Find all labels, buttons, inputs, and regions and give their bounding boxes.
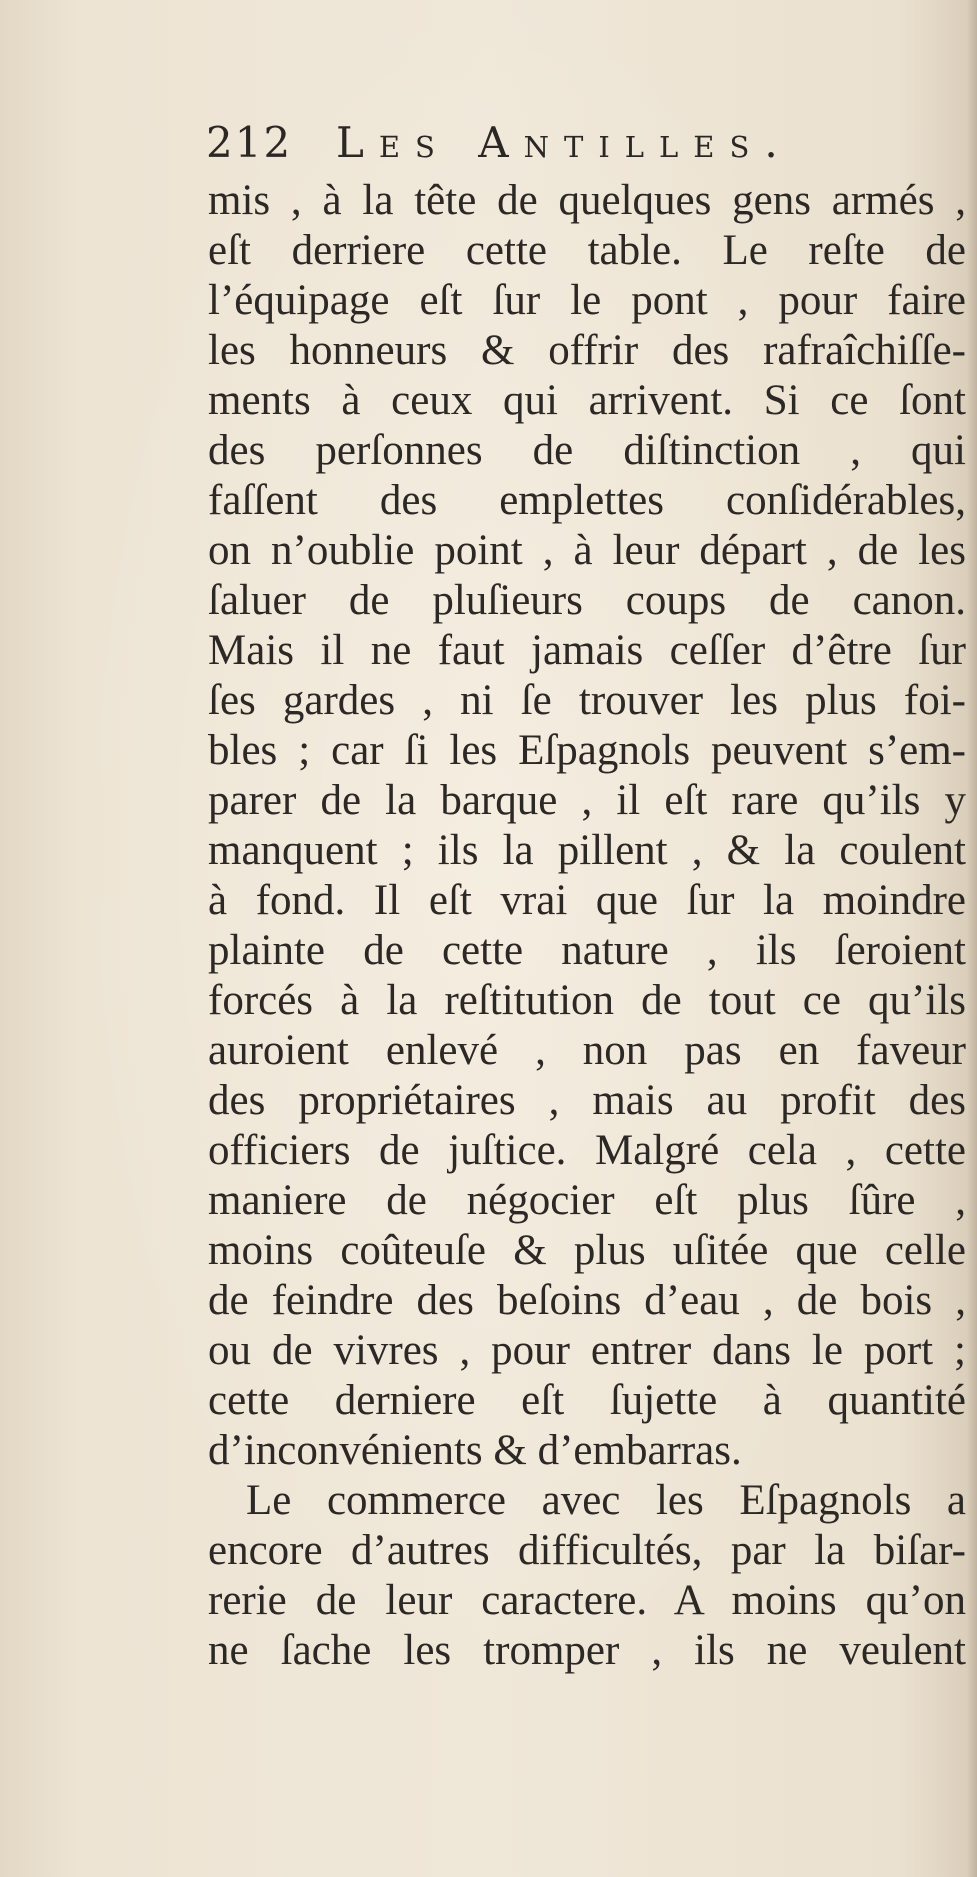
text-line: Le commerce avec les Eſpagnols a	[246, 1477, 966, 1524]
text-line: manquent ; ils la pillent , & la coulent	[208, 827, 966, 874]
text-line: à fond. Il eſt vrai que ſur la moindre	[208, 877, 966, 924]
text-line: les honneurs & offrir des rafraîchiſſe-	[208, 327, 966, 374]
text-line: des perſonnes de diſtinction , qui	[208, 427, 966, 474]
text-line: d’inconvénients & d’embarras.	[208, 1427, 742, 1474]
text-line: cette derniere eſt ſujette à quantité	[208, 1377, 966, 1424]
text-line: ſes gardes , ni ſe trouver les plus foi-	[208, 677, 966, 724]
text-line: ments à ceux qui arrivent. Si ce ſont	[208, 377, 966, 424]
text-line: bles ; car ſi les Eſpagnols peuvent s’em-	[208, 727, 966, 774]
text-line: officiers de juſtice. Malgré cela , cette	[208, 1127, 966, 1174]
page-header	[206, 118, 846, 168]
text-line: eſt derriere cette table. Le reſte de	[208, 227, 966, 274]
text-line: on n’oublie point , à leur départ , de les	[208, 527, 966, 574]
text-line: ne ſache les tromper , ils ne veulent	[208, 1627, 966, 1674]
text-line: maniere de négocier eſt plus ſûre ,	[208, 1177, 966, 1224]
running-head: Les Antilles.	[336, 118, 793, 167]
text-line: ou de vivres , pour entrer dans le port ;	[208, 1327, 966, 1374]
text-line: faſſent des emplettes conſidérables,	[208, 477, 966, 524]
text-line: plainte de cette nature , ils ſeroient	[208, 927, 966, 974]
text-line: forcés à la reſtitution de tout ce qu’ils	[208, 977, 966, 1024]
text-line: auroient enlevé , non pas en faveur	[208, 1027, 966, 1074]
text-line: mis , à la tête de quelques gens armés ,	[208, 177, 966, 224]
page-edge-shadow	[967, 0, 977, 1877]
text-line: l’équipage eſt ſur le pont , pour faire	[208, 277, 966, 324]
text-line: Mais il ne faut jamais ceſſer d’être ſur	[208, 627, 966, 674]
text-line: parer de la barque , il eſt rare qu’ils y	[208, 777, 966, 824]
text-line: de feindre des beſoins d’eau , de bois ,	[208, 1277, 966, 1324]
text-line: encore d’autres difficultés, par la biſar-	[208, 1527, 966, 1574]
body-text	[208, 176, 966, 1676]
text-line: des propriétaires , mais au profit des	[208, 1077, 966, 1124]
text-line: ſaluer de pluſieurs coups de canon.	[208, 577, 966, 624]
text-line: moins coûteuſe & plus uſitée que celle	[208, 1227, 966, 1274]
text-line: rerie de leur caractere. A moins qu’on	[208, 1577, 966, 1624]
page-number: 212	[206, 118, 293, 167]
